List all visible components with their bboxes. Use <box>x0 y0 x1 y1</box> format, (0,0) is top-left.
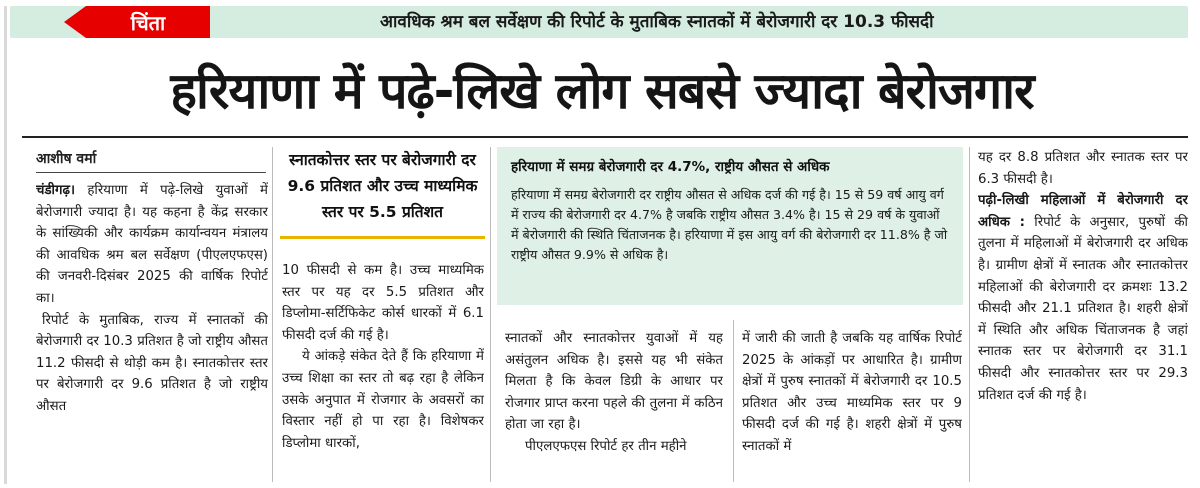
column-5-body: रिपोर्ट के अनुसार, पुरुषों की तुलना में महिलाओं में बेरोजगारी दर अधिक है। ग्रामीण क्षेत्रों में स्नातक और स्नातकोत्तर महिलाओं की बेरोजगारी दर क्रमशः 13.2 फीसदी और 21.1 प्रतिशत है। शहरी क्षेत्रों में स्थिति और अधिक चिंताजनक है जहां स्नातक स्तर पर बेरोजगारी दर 31.1 फीसदी और स्नातकोत्तर स्तर पर 29.3 प्रतिशत दर्ज की गई है। <box>978 214 1188 403</box>
highlight-box-body: हरियाणा में समग्र बेरोजगारी दर राष्ट्रीय औसत से अधिक दर्ज की गई है। 15 से 59 वर्ष आयु वर्ग में राज्य की बेरोजगारी दर 4.7% है जबकि राष्ट्रीय औसत 3.4% है। 15 से 29 वर्ष के युवाओं में बेरोजगारी की स्थिति चिंताजनक है। हरियाणा में इस आयु वर्ग की बेरोजगारी दर 11.8% है जो राष्ट्रीय औसत 9.9% से अधिक है। <box>511 187 948 262</box>
sub-headline-rule <box>280 236 485 239</box>
column-divider <box>733 320 734 482</box>
article-column-1 <box>36 180 268 480</box>
tag-arrow-shape <box>64 6 86 38</box>
column-divider <box>490 147 491 482</box>
sub-headline: स्नातकोत्तर स्तर पर बेरोजगारी दर 9.6 प्रतिशत और उच्च माध्यमिक स्तर पर 5.5 प्रतिशत <box>287 151 478 221</box>
highlight-box <box>497 147 963 305</box>
category-tag: चिंता <box>86 6 210 38</box>
column-5-paragraph-2 <box>978 190 1188 406</box>
column-divider <box>272 147 273 482</box>
byline: आशीष वर्मा <box>36 151 97 167</box>
headline-rule <box>22 136 1188 138</box>
column-3-paragraph-1: स्नातकों और स्नातकोत्तर युवाओं में यह असंतुलन अधिक है। इससे यह भी संकेत मिलता है कि केवल डिग्री के आधार पर रोजगार प्राप्त करना पहले की तुलना में कठिन होता जा रहा है। <box>505 331 723 433</box>
highlight-box-title: हरियाणा में समग्र बेरोजगारी दर 4.7%, राष्ट्रीय औसत से अधिक <box>511 159 830 175</box>
column-5-subheading: पढ़ी-लिखी महिलाओं में बेरोजगारी दर अधिक : <box>978 193 1188 230</box>
column-4-paragraph-1: में जारी की जाती है जबकि यह वार्षिक रिपोर्ट 2025 के आंकड़ों पर आधारित है। ग्रामीण क्षेत्रों में पुरुष स्नातकों में बेरोजगारी दर 10.5 प्रतिशत और उच्च माध्यमिक स्तर पर 9 फीसदी दर्ज की गई है। शहरी क्षेत्रों में पुरुष स्नातकों में <box>742 331 962 454</box>
article-column-2 <box>282 260 484 482</box>
column-1-paragraph-1: हरियाणा में पढ़े-लिखे युवाओं में बेरोजगारी ज्यादा है। यह कहना है केंद्र सरकार के सांख्यिकी और कार्यक्रम कार्यान्वयन मंत्रालय की आवधिक श्रम बल सर्वेक्षण (पीएलएफएस) की जनवरी-दिसंबर 2025 की वार्षिक रिपोर्ट का। <box>36 183 268 306</box>
page-edge-rule <box>4 6 7 484</box>
column-2-paragraph-2: ये आंकड़े संकेत देते हैं कि हरियाणा में उच्च शिक्षा का स्तर तो बढ़ रहा है लेकिन उसके अनुपात में रोजगार के अवसरों का विस्तार नहीं हो पा रहा है। विशेषकर डिप्लोमा धारकों, <box>282 349 484 451</box>
article-column-3 <box>505 328 723 482</box>
column-2-paragraph-1: 10 फीसदी से कम है। उच्च माध्यमिक स्तर पर यह दर 5.5 प्रतिशत और डिप्लोमा-सर्टिफिकेट कोर्स धारकों में 6.1 फीसदी दर्ज की गई है। <box>282 263 484 343</box>
column-5-paragraph-1: यह दर 8.8 प्रतिशत और स्नातक स्तर पर 6.3 फीसदी है। <box>978 150 1188 187</box>
kicker-text: आवधिक श्रम बल सर्वेक्षण की रिपोर्ट के मुताबिक स्नातकों में बेरोजगारी दर 10.3 फीसदी <box>380 12 934 32</box>
main-headline: हरियाणा में पढ़े-लिखे लोग सबसे ज्यादा बेरोजगार <box>170 62 1034 120</box>
column-divider <box>969 147 970 482</box>
dateline: चंडीगढ़। <box>36 183 76 198</box>
article-column-5 <box>978 147 1188 482</box>
column-3-paragraph-2: पीएलएफएस रिपोर्ट हर तीन महीने <box>525 438 687 454</box>
article-column-4 <box>742 328 962 482</box>
column-1-paragraph-2: रिपोर्ट के मुताबिक, राज्य में स्नातकों की बेरोजगारी दर 10.3 प्रतिशत है जो राष्ट्रीय औसत 11.2 फीसदी से थोड़ी कम है। स्नातकोत्तर स्तर पर बेरोजगारी दर 9.6 प्रतिशत है जो राष्ट्रीय औसत <box>36 312 268 414</box>
byline-rule <box>36 172 266 173</box>
column-1-lead <box>36 180 268 310</box>
